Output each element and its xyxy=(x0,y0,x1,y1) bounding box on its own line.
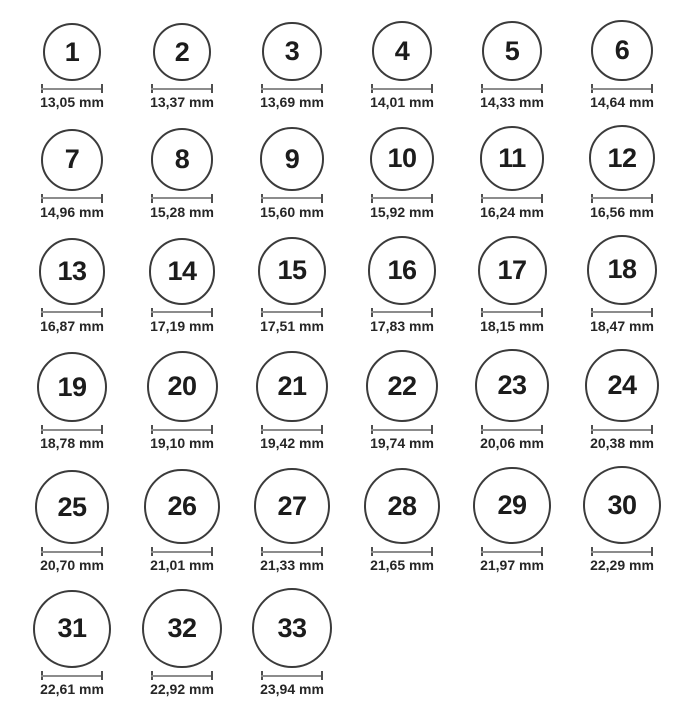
measure-line xyxy=(591,197,653,199)
diameter-label: 14,96 mm xyxy=(40,203,104,220)
ring-size-number: 16 xyxy=(387,254,417,285)
ring-circle xyxy=(256,351,328,423)
ring-size-number: 18 xyxy=(607,254,637,285)
ring-size-item xyxy=(237,351,347,452)
diameter-measure-line xyxy=(481,84,543,93)
ring-size-number: 7 xyxy=(64,144,80,175)
ring-size-item xyxy=(127,589,237,697)
measure-line xyxy=(481,88,543,90)
diameter-measure-line xyxy=(591,84,653,93)
measure-tick-right xyxy=(211,547,213,556)
measure-line xyxy=(481,197,543,199)
diameter-measure-line xyxy=(41,194,103,203)
ring-circle xyxy=(583,466,661,544)
size-row xyxy=(17,588,700,697)
diameter-measure-line xyxy=(481,308,543,317)
diameter-measure-line xyxy=(41,547,103,556)
diameter-label: 19,42 mm xyxy=(260,435,324,452)
ring-size-number: 2 xyxy=(174,36,190,67)
measure-line xyxy=(261,88,323,90)
diameter-label: 14,64 mm xyxy=(590,94,654,111)
measure-line xyxy=(41,429,103,431)
diameter-label: 21,97 mm xyxy=(480,557,544,574)
diameter-label: 20,70 mm xyxy=(40,557,104,574)
measure-line xyxy=(481,311,543,313)
diameter-label: 13,05 mm xyxy=(40,94,104,111)
measure-line xyxy=(151,675,213,677)
measure-tick-right xyxy=(651,84,653,93)
ring-size-number: 1 xyxy=(64,36,80,67)
measure-line xyxy=(371,551,433,553)
diameter-label: 17,51 mm xyxy=(260,317,324,334)
ring-size-item xyxy=(237,127,347,220)
ring-size-item xyxy=(17,352,127,451)
measure-tick-right xyxy=(321,425,323,434)
ring-circle xyxy=(370,127,434,191)
ring-size-number: 10 xyxy=(387,143,417,174)
measure-tick-right xyxy=(431,84,433,93)
ring-circle xyxy=(368,236,436,304)
ring-size-item xyxy=(567,235,677,334)
ring-circle xyxy=(262,22,321,81)
ring-circle xyxy=(478,236,547,305)
measure-line xyxy=(151,88,213,90)
ring-size-item xyxy=(237,22,347,110)
ring-size-item xyxy=(347,127,457,220)
measure-line xyxy=(371,311,433,313)
ring-size-item xyxy=(457,467,567,573)
diameter-measure-line xyxy=(151,194,213,203)
diameter-label: 22,61 mm xyxy=(40,681,104,698)
ring-circle xyxy=(589,125,655,191)
ring-circle xyxy=(39,238,105,304)
measure-tick-right xyxy=(101,308,103,317)
measure-line xyxy=(41,675,103,677)
ring-size-number: 33 xyxy=(277,612,307,643)
diameter-measure-line xyxy=(591,308,653,317)
ring-size-item xyxy=(567,125,677,220)
measure-tick-right xyxy=(211,425,213,434)
ring-size-item xyxy=(127,351,237,451)
ring-size-number: 25 xyxy=(57,491,87,522)
diameter-label: 13,69 mm xyxy=(260,94,324,111)
measure-tick-right xyxy=(651,308,653,317)
ring-size-item xyxy=(17,590,127,698)
diameter-measure-line xyxy=(371,84,433,93)
size-row xyxy=(17,466,700,573)
ring-size-number: 27 xyxy=(277,490,307,521)
diameter-measure-line xyxy=(371,308,433,317)
size-grid xyxy=(17,20,700,712)
measure-line xyxy=(591,551,653,553)
measure-line xyxy=(41,551,103,553)
diameter-label: 20,38 mm xyxy=(590,435,654,452)
ring-size-item xyxy=(457,236,567,334)
ring-size-item xyxy=(17,23,127,110)
size-row xyxy=(17,20,700,110)
measure-tick-right xyxy=(321,671,323,680)
measure-tick-right xyxy=(541,308,543,317)
measure-tick-right xyxy=(431,547,433,556)
diameter-label: 18,78 mm xyxy=(40,435,104,452)
diameter-measure-line xyxy=(151,425,213,434)
ring-size-number: 9 xyxy=(284,143,300,174)
diameter-label: 18,47 mm xyxy=(590,317,654,334)
diameter-label: 14,01 mm xyxy=(370,94,434,111)
ring-size-number: 6 xyxy=(614,35,630,66)
measure-tick-right xyxy=(651,194,653,203)
measure-line xyxy=(151,429,213,431)
ring-circle xyxy=(43,23,101,81)
ring-size-item xyxy=(347,236,457,333)
diameter-label: 21,33 mm xyxy=(260,557,324,574)
ring-size-item xyxy=(127,128,237,220)
ring-size-number: 8 xyxy=(174,143,190,174)
diameter-measure-line xyxy=(371,547,433,556)
measure-line xyxy=(371,429,433,431)
ring-size-number: 4 xyxy=(394,35,410,66)
ring-circle xyxy=(585,349,659,423)
measure-line xyxy=(151,551,213,553)
size-row xyxy=(17,235,700,334)
diameter-label: 18,15 mm xyxy=(480,317,544,334)
ring-size-item xyxy=(347,21,457,110)
size-row xyxy=(17,349,700,452)
measure-line xyxy=(261,551,323,553)
ring-size-number: 17 xyxy=(497,254,527,285)
measure-tick-right xyxy=(211,671,213,680)
measure-tick-right xyxy=(101,671,103,680)
diameter-measure-line xyxy=(151,671,213,680)
diameter-measure-line xyxy=(261,671,323,680)
measure-tick-right xyxy=(101,84,103,93)
diameter-measure-line xyxy=(261,194,323,203)
ring-circle xyxy=(260,127,324,191)
ring-size-item xyxy=(127,23,237,111)
measure-tick-right xyxy=(431,308,433,317)
diameter-label: 16,87 mm xyxy=(40,317,104,334)
measure-line xyxy=(591,311,653,313)
diameter-label: 22,29 mm xyxy=(590,557,654,574)
ring-circle xyxy=(258,237,326,305)
diameter-label: 15,28 mm xyxy=(150,203,214,220)
ring-circle xyxy=(33,590,112,669)
measure-line xyxy=(261,429,323,431)
diameter-label: 19,74 mm xyxy=(370,435,434,452)
diameter-measure-line xyxy=(261,425,323,434)
ring-size-number: 23 xyxy=(497,370,527,401)
ring-size-number: 26 xyxy=(167,491,197,522)
diameter-measure-line xyxy=(591,547,653,556)
measure-tick-right xyxy=(211,308,213,317)
diameter-label: 21,65 mm xyxy=(370,557,434,574)
ring-circle xyxy=(41,129,103,191)
ring-size-number: 12 xyxy=(607,142,637,173)
diameter-label: 17,83 mm xyxy=(370,317,434,334)
ring-size-number: 13 xyxy=(57,255,87,286)
ring-size-number: 31 xyxy=(57,613,87,644)
measure-tick-right xyxy=(101,547,103,556)
ring-size-number: 22 xyxy=(387,370,417,401)
diameter-measure-line xyxy=(481,194,543,203)
ring-circle xyxy=(475,349,548,422)
diameter-label: 19,10 mm xyxy=(150,435,214,452)
diameter-label: 23,94 mm xyxy=(260,681,324,698)
measure-line xyxy=(41,88,103,90)
ring-circle xyxy=(151,128,214,191)
ring-size-item xyxy=(347,350,457,451)
size-row xyxy=(17,125,700,220)
ring-size-number: 30 xyxy=(607,489,637,520)
ring-circle xyxy=(144,469,219,544)
ring-size-number: 28 xyxy=(387,490,417,521)
ring-size-number: 15 xyxy=(277,255,307,286)
ring-circle xyxy=(473,467,550,544)
diameter-measure-line xyxy=(151,308,213,317)
measure-line xyxy=(371,88,433,90)
ring-size-item xyxy=(347,468,457,574)
ring-circle xyxy=(587,235,657,305)
diameter-measure-line xyxy=(41,425,103,434)
diameter-label: 21,01 mm xyxy=(150,557,214,574)
ring-size-number: 14 xyxy=(167,255,197,286)
diameter-label: 16,24 mm xyxy=(480,203,544,220)
ring-circle xyxy=(482,21,543,82)
ring-circle xyxy=(147,351,218,422)
ring-size-item xyxy=(127,238,237,334)
diameter-measure-line xyxy=(261,547,323,556)
measure-line xyxy=(481,429,543,431)
ring-size-number: 3 xyxy=(284,36,300,67)
measure-tick-right xyxy=(541,547,543,556)
measure-line xyxy=(151,197,213,199)
ring-size-item xyxy=(17,470,127,574)
diameter-measure-line xyxy=(591,425,653,434)
ring-circle xyxy=(153,23,212,82)
ring-size-number: 21 xyxy=(277,371,307,402)
ring-circle xyxy=(254,468,330,544)
measure-tick-right xyxy=(431,425,433,434)
diameter-label: 20,06 mm xyxy=(480,435,544,452)
ring-size-item xyxy=(567,466,677,573)
ring-size-item xyxy=(17,238,127,333)
ring-circle xyxy=(372,21,432,81)
measure-tick-right xyxy=(101,194,103,203)
ring-circle xyxy=(366,350,438,422)
measure-tick-right xyxy=(541,194,543,203)
ring-size-number: 5 xyxy=(504,35,520,66)
ring-size-number: 29 xyxy=(497,490,527,521)
measure-line xyxy=(261,311,323,313)
diameter-label: 15,92 mm xyxy=(370,203,434,220)
measure-tick-right xyxy=(101,425,103,434)
diameter-label: 22,92 mm xyxy=(150,681,214,698)
ring-size-number: 19 xyxy=(57,371,87,402)
diameter-label: 13,37 mm xyxy=(150,94,214,111)
diameter-label: 17,19 mm xyxy=(150,317,214,334)
ring-circle xyxy=(35,470,110,545)
ring-size-number: 11 xyxy=(498,142,526,173)
measure-tick-right xyxy=(541,425,543,434)
ring-circle xyxy=(149,238,216,305)
ring-circle xyxy=(142,589,221,668)
measure-tick-right xyxy=(651,547,653,556)
measure-line xyxy=(41,197,103,199)
diameter-measure-line xyxy=(371,194,433,203)
diameter-measure-line xyxy=(481,547,543,556)
ring-size-item xyxy=(237,468,347,573)
diameter-measure-line xyxy=(481,425,543,434)
measure-tick-right xyxy=(211,194,213,203)
measure-line xyxy=(481,551,543,553)
measure-tick-right xyxy=(211,84,213,93)
ring-size-item xyxy=(567,20,677,110)
measure-tick-right xyxy=(651,425,653,434)
ring-size-item xyxy=(457,126,567,220)
diameter-label: 14,33 mm xyxy=(480,94,544,111)
ring-size-number: 24 xyxy=(607,369,637,400)
diameter-measure-line xyxy=(41,308,103,317)
measure-tick-right xyxy=(321,194,323,203)
diameter-measure-line xyxy=(261,308,323,317)
measure-tick-right xyxy=(321,308,323,317)
measure-line xyxy=(371,197,433,199)
measure-tick-right xyxy=(321,547,323,556)
measure-tick-right xyxy=(431,194,433,203)
measure-line xyxy=(261,197,323,199)
diameter-measure-line xyxy=(151,547,213,556)
measure-tick-right xyxy=(541,84,543,93)
ring-size-number: 32 xyxy=(167,613,197,644)
diameter-label: 16,56 mm xyxy=(590,203,654,220)
diameter-measure-line xyxy=(261,84,323,93)
ring-size-item xyxy=(17,129,127,220)
diameter-measure-line xyxy=(41,671,103,680)
ring-size-item xyxy=(457,349,567,451)
ring-size-item xyxy=(237,588,347,697)
ring-size-number: 20 xyxy=(167,371,197,402)
diameter-label: 15,60 mm xyxy=(260,203,324,220)
ring-size-item xyxy=(567,349,677,452)
ring-circle xyxy=(252,588,332,668)
ring-circle xyxy=(37,352,107,422)
ring-circle xyxy=(591,20,652,81)
measure-line xyxy=(261,675,323,677)
measure-line xyxy=(151,311,213,313)
diameter-measure-line xyxy=(41,84,103,93)
ring-circle xyxy=(480,126,545,191)
ring-circle xyxy=(364,468,441,545)
ring-size-item xyxy=(457,21,567,111)
measure-line xyxy=(591,429,653,431)
ring-size-item xyxy=(237,237,347,334)
measure-tick-right xyxy=(321,84,323,93)
measure-line xyxy=(591,88,653,90)
diameter-measure-line xyxy=(371,425,433,434)
ring-size-item xyxy=(127,469,237,573)
diameter-measure-line xyxy=(151,84,213,93)
diameter-measure-line xyxy=(591,194,653,203)
measure-line xyxy=(41,311,103,313)
